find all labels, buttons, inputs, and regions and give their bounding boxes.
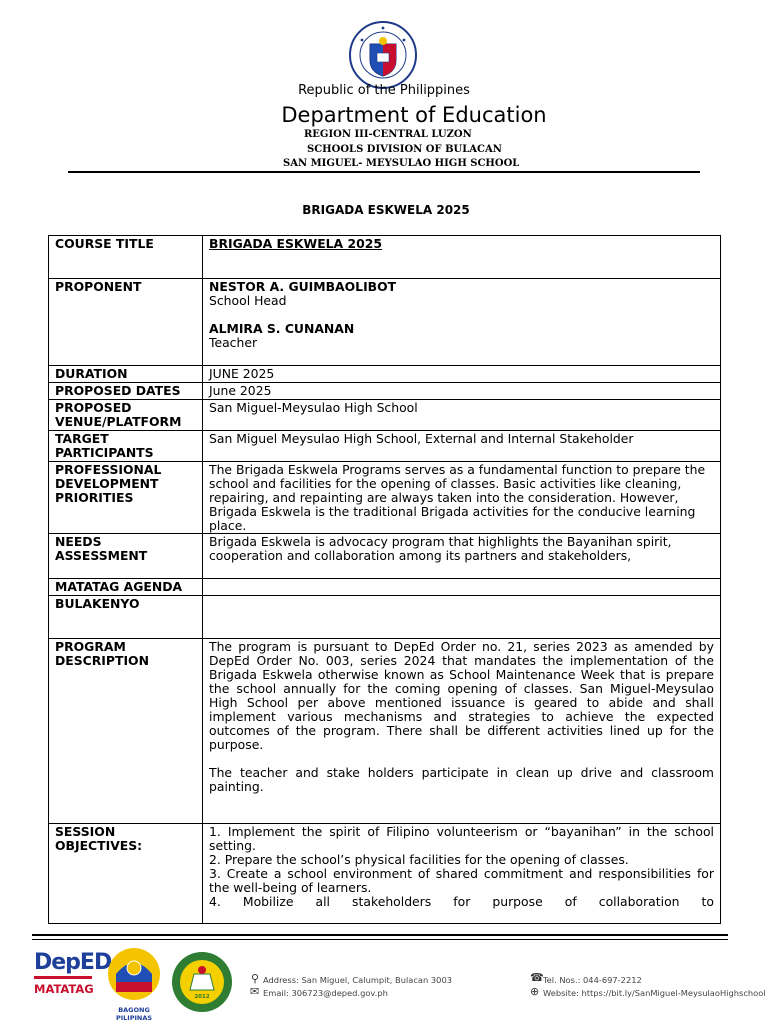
venue-value: San Miguel-Meysulao High School <box>203 400 721 431</box>
republic-line: Republic of the Philippines <box>298 83 470 98</box>
row-priorities <box>49 462 721 534</box>
footer-divider-thin <box>32 939 728 940</box>
bagong-pilipinas-emblem <box>106 946 162 1002</box>
deped-seal <box>348 20 418 90</box>
objective-item: 2. Prepare the school’s physical facilities for the opening of classes. <box>209 852 629 867</box>
row-session-objectives <box>49 824 721 924</box>
division-line: SCHOOLS DIVISION OF BULACAN <box>307 144 502 155</box>
matatag-value <box>203 579 721 596</box>
school-line: SAN MIGUEL- MEYSULAO HIGH SCHOOL <box>283 158 520 169</box>
venue-label: PROPOSED VENUE/PLATFORM <box>49 400 203 431</box>
proponent-name-2: ALMIRA S. CUNANAN <box>209 321 355 336</box>
footer-address: Address: San Miguel, Calumpit, Bulacan 3003 <box>263 975 453 985</box>
location-pin-icon: ⚲ <box>251 972 260 985</box>
participants-label: TARGET PARTICIPANTS <box>49 431 203 462</box>
program-description-label: PROGRAM DESCRIPTION <box>49 639 203 824</box>
row-duration <box>49 366 721 383</box>
priorities-label: PROFESSIONAL DEVELOPMENT PRIORITIES <box>49 462 203 534</box>
objective-item: 4. Mobilize all stakeholders for purpose of collaboration to <box>209 894 714 909</box>
footer-website[interactable]: Website: https://bit.ly/SanMiguel-MeysulaoHighschool <box>543 988 766 998</box>
objective-item: 3. Create a school environment of shared commitment and responsibilities for the well-being of learners. <box>209 866 714 895</box>
footer-divider <box>32 934 728 936</box>
course-title-value: BRIGADA ESKWELA 2025 <box>209 236 382 251</box>
footer-email: Email: 306723@deped.gov.ph <box>263 988 388 998</box>
bulakenyo-label: BULAKENYO <box>49 596 203 639</box>
phone-icon: ☎ <box>530 971 544 984</box>
header-divider <box>68 171 700 173</box>
proponent-role-1: School Head <box>209 293 287 308</box>
proposed-dates-value: June 2025 <box>203 383 721 400</box>
globe-icon: ⊕ <box>530 985 540 998</box>
row-course-title <box>49 236 721 279</box>
row-venue <box>49 400 721 431</box>
school-seal <box>170 950 234 1014</box>
document-title: BRIGADA ESKWELA 2025 <box>302 203 470 217</box>
row-bulakenyo <box>49 596 721 639</box>
school-seal-year: 2012 <box>194 994 210 1000</box>
objective-item: 1. Implement the spirit of Filipino volunteerism or “bayanihan” in the school setting. <box>209 824 714 853</box>
envelope-icon: ✉ <box>250 985 260 998</box>
row-matatag <box>49 579 721 596</box>
program-description-para-1: The program is pursuant to DepEd Order no. 21, series 2023 as amended by DepEd Order No. 003, series 2024 that mandates the implementation of the Brigada Eskwela otherwise known as School Maintenance Week that is prepare the school annually for the coming opening of classes. San Miguel-Meysulao High School per above mentioned issuance is geared to abide and shall implement various mechanisms and strategies to achieve the expected outcomes of the program. There shall be different activities lined up for the purpose. <box>209 639 714 752</box>
session-objectives-label: SESSION OBJECTIVES: <box>49 824 203 924</box>
row-proposed-dates <box>49 383 721 400</box>
duration-label: DURATION <box>49 366 203 383</box>
proposal-table <box>48 235 721 924</box>
needs-label: NEEDS ASSESSMENT <box>49 534 203 579</box>
row-proponent <box>49 279 721 366</box>
bulakenyo-value <box>203 596 721 639</box>
department-title: Department of Education <box>281 103 547 127</box>
bagong-pilipinas-text: BAGONG PILIPINAS <box>115 1006 153 1022</box>
bagong-pilipinas-logo <box>106 946 166 1022</box>
proponent-name-1: NESTOR A. GUIMBAOLIBOT <box>209 279 397 294</box>
deped-logo-text: DepED <box>34 950 112 975</box>
matatag-logo-text: MATATAG <box>34 982 94 996</box>
footer-tel: Tel. Nos.: 044-697-2212 <box>543 975 642 985</box>
deped-matatag-logo <box>34 950 112 996</box>
proposed-dates-label: PROPOSED DATES <box>49 383 203 400</box>
proponent-role-2: Teacher <box>209 335 258 350</box>
row-participants <box>49 431 721 462</box>
course-title-label: COURSE TITLE <box>49 236 203 279</box>
program-description-para-2: The teacher and stake holders participate in clean up drive and classroom painting. <box>209 765 714 794</box>
school-seal-emblem <box>170 950 234 1014</box>
row-needs <box>49 534 721 579</box>
priorities-value: The Brigada Eskwela Programs serves as a fundamental function to prepare the school and facilities for the opening of classes. Basic activities like cleaning, repairing, and repainting are always taken into the consideration. However, Brigada Eskwela is the traditional Brigada activities for the conducive learning place. <box>203 462 721 534</box>
participants-value: San Miguel Meysulao High School, External and Internal Stakeholder <box>203 431 721 462</box>
matatag-label: MATATAG AGENDA <box>49 579 203 596</box>
region-line: REGION III-CENTRAL LUZON <box>304 129 472 140</box>
row-program-description <box>49 639 721 824</box>
needs-value: Brigada Eskwela is advocacy program that highlights the Bayanihan spirit, cooperation and collaboration among its partners and stakeholders, <box>203 534 721 579</box>
duration-value: JUNE 2025 <box>203 366 721 383</box>
proponent-label: PROPONENT <box>49 279 203 366</box>
